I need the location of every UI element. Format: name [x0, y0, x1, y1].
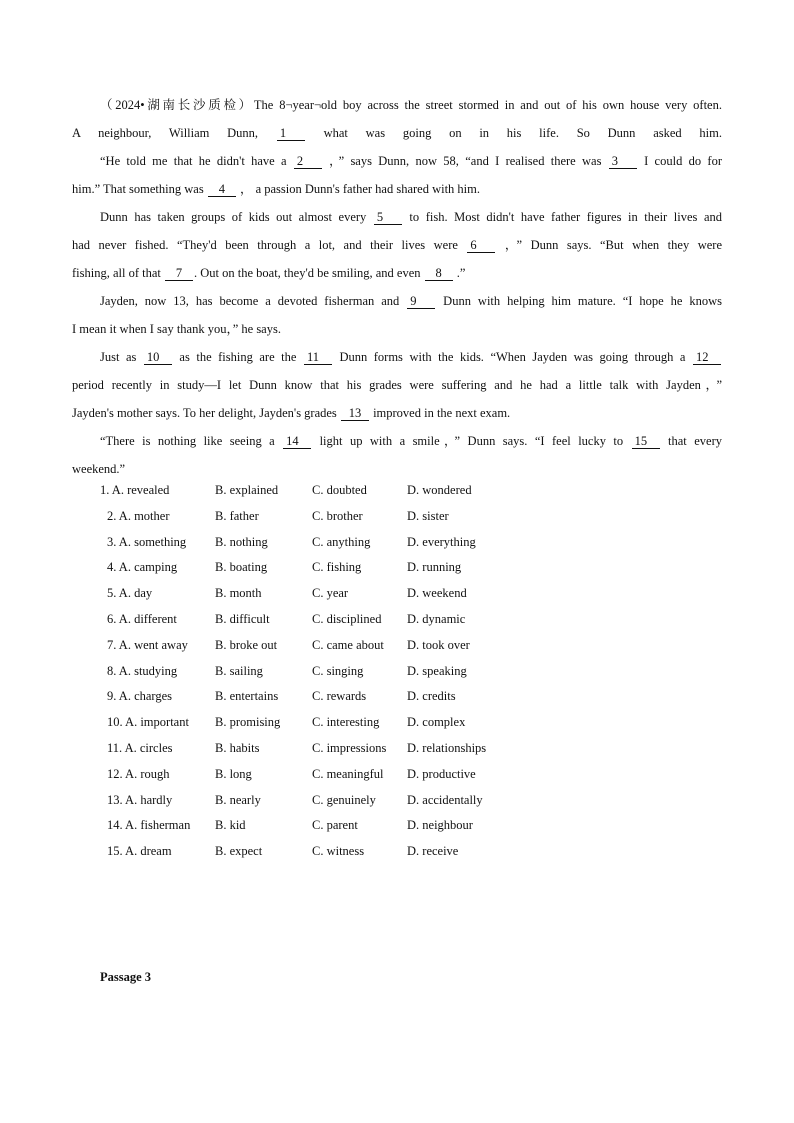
- option-c[interactable]: C. brother: [312, 508, 363, 523]
- option-row: [0, 710, 794, 736]
- option-row: [0, 478, 794, 504]
- cloze-passage: [72, 91, 722, 483]
- blank-7[interactable]: 7: [165, 266, 193, 281]
- option-c[interactable]: C. year: [312, 586, 349, 601]
- blank-8[interactable]: 8: [425, 266, 453, 281]
- option-row: [0, 555, 794, 581]
- option-a[interactable]: 9. A. charges: [107, 689, 173, 704]
- option-b[interactable]: B. nearly: [215, 792, 261, 807]
- blank-12[interactable]: 12: [693, 350, 721, 365]
- option-a[interactable]: 5. A. day: [107, 586, 153, 601]
- passage-line-10: Just as 10 as the fishing are the 11 Dunn forms with the kids. “When Jayden was going through a 12: [72, 343, 722, 371]
- option-d[interactable]: D. neighbour: [407, 818, 473, 833]
- option-a[interactable]: 8. A. studying: [107, 663, 178, 678]
- option-d[interactable]: D. running: [407, 560, 462, 575]
- option-a[interactable]: 12. A. rough: [107, 766, 170, 781]
- option-c[interactable]: C. doubted: [312, 483, 367, 497]
- option-a[interactable]: 7. A. went away: [107, 637, 188, 652]
- section-heading: Passage 3: [100, 970, 152, 984]
- option-a[interactable]: 3. A. something: [107, 534, 187, 549]
- option-row: [0, 762, 794, 788]
- option-a[interactable]: 10. A. important: [107, 715, 189, 730]
- option-b[interactable]: B. boating: [215, 560, 268, 575]
- option-c[interactable]: C. genuinely: [312, 792, 376, 807]
- option-d[interactable]: D. wondered: [407, 483, 472, 497]
- option-d[interactable]: D. speaking: [407, 663, 467, 678]
- passage-line-12: Jayden's mother says. To her delight, Jayden's grades 13 improved in the next exam.: [72, 406, 511, 420]
- option-c[interactable]: C. impressions: [312, 740, 387, 755]
- option-d[interactable]: D. credits: [407, 689, 456, 704]
- blank-10[interactable]: 10: [144, 350, 172, 365]
- option-row: [0, 530, 794, 556]
- option-row: [0, 736, 794, 762]
- passage-line-5: Dunn has taken groups of kids out almost every 5 to fish. Most didn't have father figures in their lives and: [100, 210, 722, 224]
- option-a[interactable]: 14. A. fisherman: [107, 818, 191, 833]
- blank-11[interactable]: 11: [304, 350, 332, 365]
- passage-line-14: weekend.”: [72, 462, 126, 476]
- blank-14[interactable]: 14: [283, 434, 311, 449]
- option-row: [0, 581, 794, 607]
- passage-line-3: “He told me that he didn't have a 2 ，” says Dunn, now 58, “and I realised there was 3 I could do for: [100, 154, 722, 168]
- option-d[interactable]: D. dynamic: [407, 611, 466, 626]
- option-row: [0, 504, 794, 530]
- option-row: [0, 633, 794, 659]
- passage-line-13: “There is nothing like seeing a 14 light up with a smile，” Dunn says. “I feel lucky to 15 that every: [100, 434, 722, 448]
- blank-15[interactable]: 15: [632, 434, 660, 449]
- blank-5[interactable]: 5: [374, 210, 402, 225]
- option-b[interactable]: B. nothing: [215, 534, 268, 549]
- option-d[interactable]: D. everything: [407, 534, 476, 549]
- option-c[interactable]: C. fishing: [312, 560, 362, 575]
- blank-13[interactable]: 13: [341, 406, 369, 421]
- blank-2[interactable]: 2: [294, 154, 322, 169]
- option-b[interactable]: B. month: [215, 586, 262, 601]
- option-d[interactable]: D. productive: [407, 766, 476, 781]
- answer-options: [0, 478, 794, 865]
- option-c[interactable]: C. rewards: [312, 689, 367, 704]
- option-b[interactable]: B. entertains: [215, 689, 279, 704]
- option-b[interactable]: B. kid: [215, 818, 246, 833]
- option-b[interactable]: B. father: [215, 508, 259, 523]
- option-b[interactable]: B. broke out: [215, 637, 278, 652]
- option-a[interactable]: 1. A. revealed: [100, 483, 170, 497]
- option-d[interactable]: D. accidentally: [407, 792, 483, 807]
- option-b[interactable]: B. explained: [215, 483, 279, 497]
- option-a[interactable]: 4. A. camping: [107, 560, 178, 575]
- option-row: [0, 684, 794, 710]
- blank-9[interactable]: 9: [407, 294, 435, 309]
- option-c[interactable]: C. anything: [312, 534, 371, 549]
- option-b[interactable]: B. promising: [215, 715, 281, 730]
- option-a[interactable]: 15. A. dream: [107, 844, 172, 859]
- passage-line-11: period recently in study—I let Dunn know that his grades were suffering and he had a little talk with Jayden，”: [72, 378, 722, 392]
- option-c[interactable]: C. witness: [312, 844, 365, 859]
- passage-line-8: Jayden, now 13, has become a devoted fisherman and 9 Dunn with helping him mature. “I hope he knows: [100, 294, 723, 308]
- option-d[interactable]: D. weekend: [407, 586, 467, 601]
- passage-line-6: had never fished. “They'd been through a lot, and their lives were 6 ，” Dunn says. “But when they were: [72, 238, 722, 252]
- option-b[interactable]: B. long: [215, 766, 252, 781]
- option-row: [0, 659, 794, 685]
- blank-6[interactable]: 6: [467, 238, 495, 253]
- option-b[interactable]: B. sailing: [215, 663, 263, 678]
- option-row: [0, 788, 794, 814]
- option-b[interactable]: B. habits: [215, 740, 260, 755]
- blank-1[interactable]: 1: [277, 126, 305, 141]
- option-c[interactable]: C. disciplined: [312, 611, 382, 626]
- passage-line-4: him.” That something was 4 ， a passion Dunn's father had shared with him.: [72, 182, 481, 196]
- option-b[interactable]: B. difficult: [215, 611, 270, 626]
- blank-3[interactable]: 3: [609, 154, 637, 169]
- option-row: [0, 839, 794, 865]
- option-d[interactable]: D. complex: [407, 715, 466, 730]
- option-row: [0, 607, 794, 633]
- blank-4[interactable]: 4: [208, 182, 236, 197]
- option-c[interactable]: C. came about: [312, 637, 384, 652]
- option-a[interactable]: 2. A. mother: [107, 508, 170, 523]
- option-c[interactable]: C. meaningful: [312, 766, 384, 781]
- option-c[interactable]: C. singing: [312, 663, 364, 678]
- option-a[interactable]: 6. A. different: [107, 611, 177, 626]
- option-d[interactable]: D. relationships: [407, 740, 487, 755]
- source-tag: （2024•湖南长沙质检）: [100, 98, 254, 112]
- option-b[interactable]: B. expect: [215, 844, 263, 859]
- passage-line-9: I mean it when I say thank you，” he says.: [72, 322, 281, 336]
- option-a[interactable]: 13. A. hardly: [107, 792, 173, 807]
- option-d[interactable]: D. receive: [407, 844, 459, 859]
- option-d[interactable]: D. sister: [407, 508, 449, 523]
- option-d[interactable]: D. took over: [407, 637, 470, 652]
- passage-line-1: （2024•湖南长沙质检）The 8¬year¬old boy across the street stormed in and out of his own house very often.: [100, 98, 722, 112]
- option-c[interactable]: C. interesting: [312, 715, 380, 730]
- option-a[interactable]: 11. A. circles: [107, 740, 173, 755]
- passage-line-7: fishing, all of that 7 . Out on the boat, they'd be smiling, and even 8 .”: [72, 266, 466, 280]
- passage-line-2: A neighbour, William Dunn, 1 what was going on in his life. So Dunn asked him.: [72, 126, 722, 140]
- option-c[interactable]: C. parent: [312, 818, 358, 833]
- option-row: [0, 813, 794, 839]
